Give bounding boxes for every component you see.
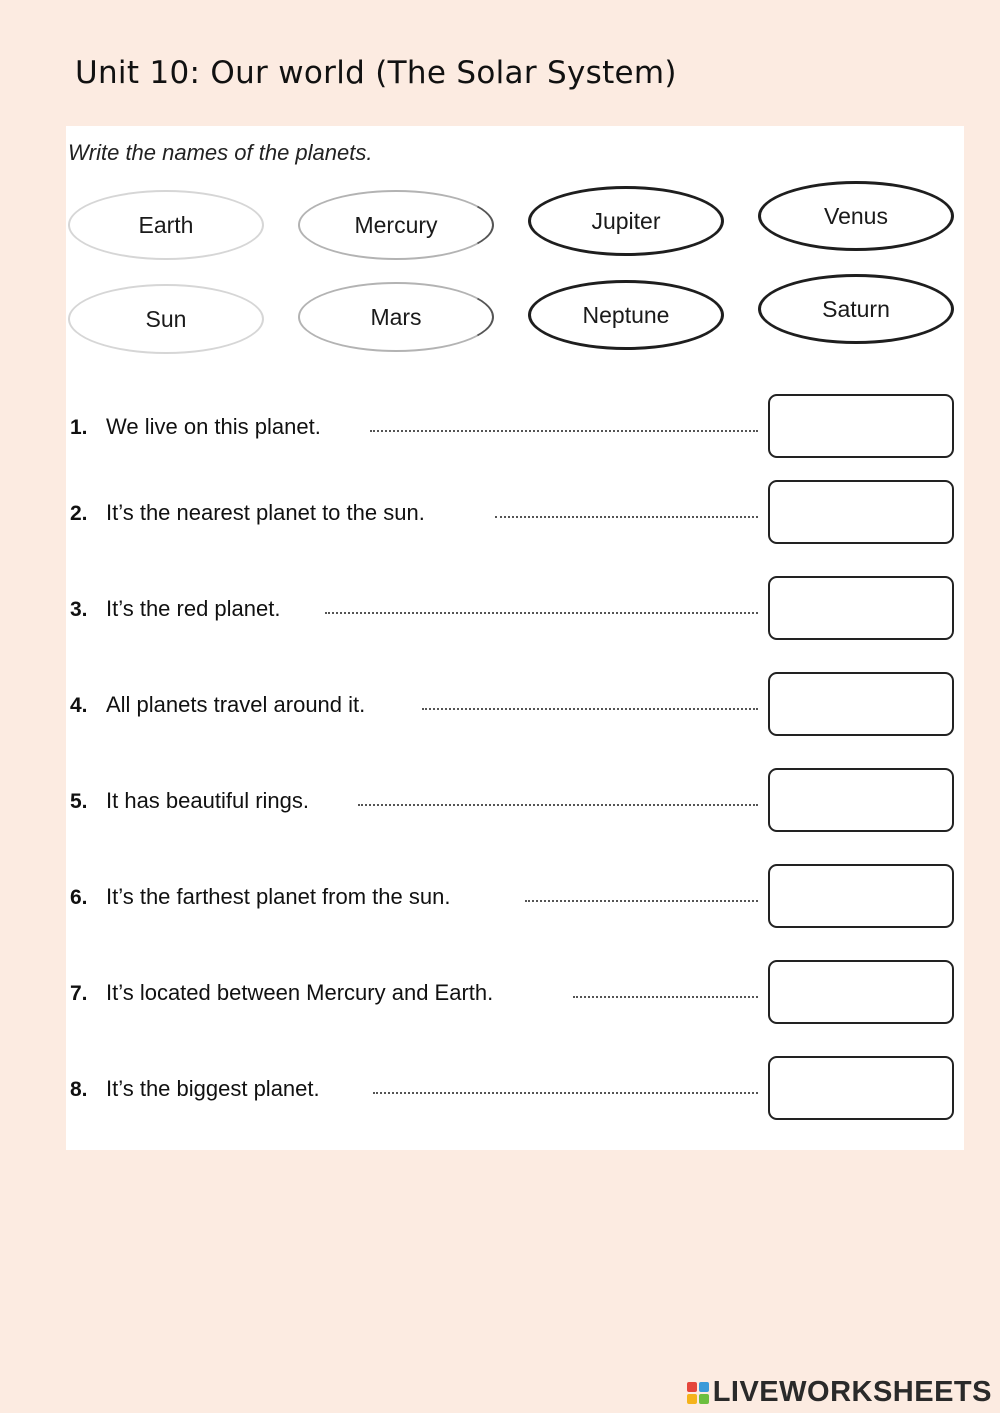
word-bank-item: Sun — [68, 284, 264, 354]
word-bank-item: Venus — [758, 181, 954, 251]
question-text: It’s the nearest planet to the sun. — [106, 500, 425, 525]
question-number: 2. — [70, 502, 88, 525]
question-number: 7. — [70, 982, 88, 1005]
question-text: It’s located between Mercury and Earth. — [106, 980, 494, 1005]
dotted-line — [422, 708, 758, 710]
instruction-text: Write the names of the planets. — [68, 140, 373, 165]
question-row — [70, 768, 954, 838]
question-text: We live on this planet. — [106, 414, 321, 439]
answer-box-5[interactable] — [768, 768, 954, 832]
answer-box-6[interactable] — [768, 864, 954, 928]
question-text: It’s the farthest planet from the sun. — [106, 884, 451, 909]
question-text: All planets travel around it. — [106, 692, 366, 717]
question-text: It has beautiful rings. — [106, 788, 310, 813]
question-number: 3. — [70, 598, 88, 621]
word-bank-item: Mercury — [298, 190, 494, 260]
answer-box-1[interactable] — [768, 394, 954, 458]
question-text: It’s the red planet. — [106, 596, 281, 621]
brand-square — [687, 1382, 697, 1392]
brand-mark-icon — [687, 1382, 709, 1404]
brand-square — [687, 1394, 697, 1404]
question-row — [70, 960, 954, 1030]
question-row — [70, 394, 954, 464]
word-bank-item: Saturn — [758, 274, 954, 344]
question-number: 1. — [70, 416, 88, 439]
word-bank-item: Earth — [68, 190, 264, 260]
question-number: 8. — [70, 1078, 88, 1101]
word-bank-item: Jupiter — [528, 186, 724, 256]
question-row — [70, 1056, 954, 1126]
question-number: 5. — [70, 790, 88, 813]
question-number: 6. — [70, 886, 88, 909]
answer-box-2[interactable] — [768, 480, 954, 544]
answer-box-3[interactable] — [768, 576, 954, 640]
dotted-line — [495, 516, 758, 518]
brand-name: LIVEWORKSHEETS — [712, 1376, 992, 1408]
dotted-line — [358, 804, 758, 806]
question-number: 4. — [70, 694, 88, 717]
dotted-line — [370, 430, 758, 432]
question-text: It’s the biggest planet. — [106, 1076, 320, 1101]
question-row — [70, 672, 954, 742]
page-title: Unit 10: Our world (The Solar System) — [75, 55, 677, 91]
liveworksheets-logo[interactable] — [687, 1376, 992, 1409]
word-bank-item: Neptune — [528, 280, 724, 350]
dotted-line — [373, 1092, 758, 1094]
dotted-line — [525, 900, 758, 902]
brand-square — [699, 1382, 709, 1392]
answer-box-8[interactable] — [768, 1056, 954, 1120]
brand-square — [699, 1394, 709, 1404]
answer-box-4[interactable] — [768, 672, 954, 736]
dotted-line — [325, 612, 758, 614]
question-row — [70, 480, 954, 550]
word-bank-item: Mars — [298, 282, 494, 352]
question-row — [70, 864, 954, 934]
worksheet — [66, 126, 964, 1150]
word-bank — [66, 126, 964, 366]
question-row — [70, 576, 954, 646]
answer-box-7[interactable] — [768, 960, 954, 1024]
dotted-line — [573, 996, 758, 998]
